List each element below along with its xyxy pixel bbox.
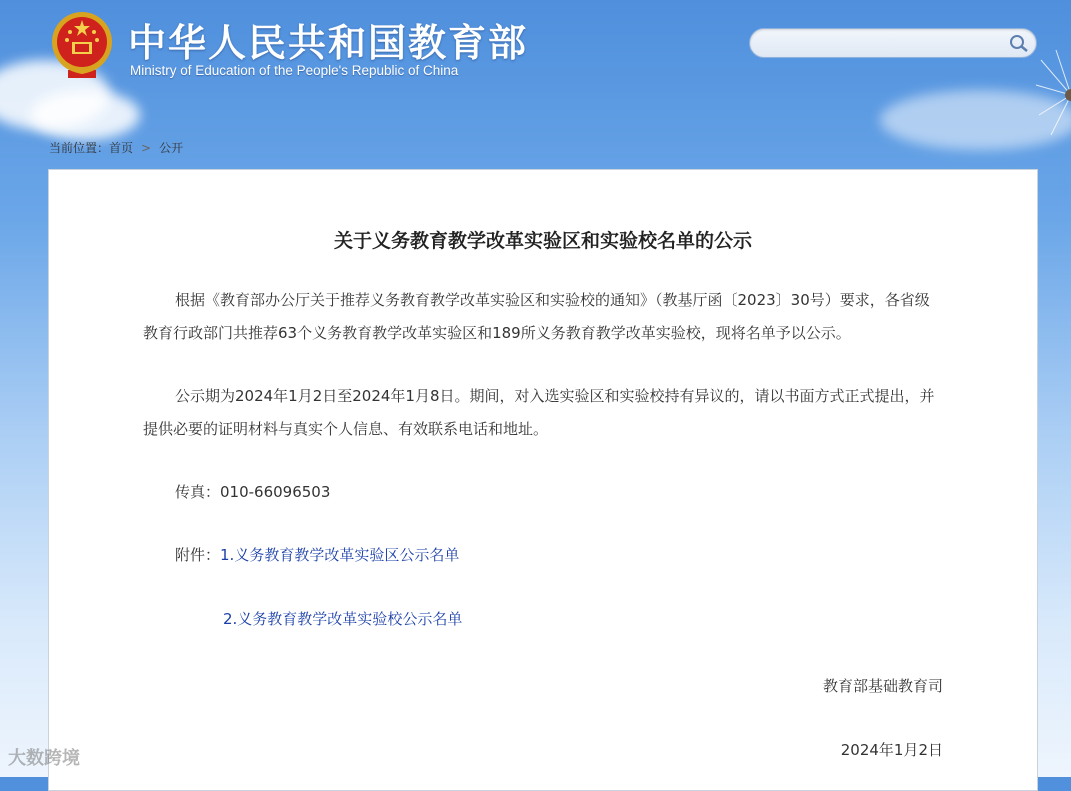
watermark-text: 大数跨境: [8, 748, 80, 769]
article-signature: 教育部基础教育司: [822, 677, 943, 695]
search-box: [749, 28, 1037, 58]
breadcrumb: [49, 139, 183, 156]
attachment-line-2: [143, 603, 943, 636]
search-input[interactable]: [760, 32, 1004, 54]
dandelion-decoration-icon: [1031, 40, 1071, 150]
attachment-link-experimental-schools[interactable]: 2.义务教育教学改革实验校公示名单: [223, 610, 463, 628]
site-header: [0, 0, 1071, 170]
search-icon[interactable]: [1008, 33, 1030, 53]
fax-line: 传真：010-66096503: [175, 483, 331, 501]
attachment-line-1: [143, 539, 943, 572]
national-emblem-icon: [50, 10, 114, 80]
attachment-label: 附件：: [175, 546, 221, 564]
breadcrumb-prefix: 当前位置：: [49, 141, 110, 155]
breadcrumb-home-link[interactable]: 首页: [109, 141, 134, 155]
article-title: 关于义务教育教学改革实验区和实验校名单的公示: [333, 230, 752, 252]
attachment-link-experimental-districts[interactable]: 1.义务教育教学改革实验区公示名单: [220, 546, 460, 564]
site-subtitle: Ministry of Education of the People's Republic of China: [130, 63, 459, 78]
breadcrumb-current[interactable]: 公开: [159, 141, 184, 155]
article-card: [48, 169, 1038, 791]
chevron-right-icon: >: [141, 140, 152, 155]
article-date: 2024年1月2日: [840, 741, 943, 759]
article-paragraph-1: 根据《教育部办公厅关于推荐义务教育教学改革实验区和实验校的通知》（教基厅函〔2023〕30号）要求，各省级教育行政部门共推荐63个义务教育教学改革实验区和189所义务教育教学改革实验校，现将名单予以公示。: [143, 291, 930, 342]
article-paragraph-2: 公示期为2024年1月2日至2024年1月8日。期间，对入选实验区和实验校持有异议的，请以书面方式正式提出，并提供必要的证明材料与真实个人信息、有效联系电话和地址。: [143, 387, 935, 438]
site-title: 中华人民共和国教育部: [128, 21, 529, 65]
